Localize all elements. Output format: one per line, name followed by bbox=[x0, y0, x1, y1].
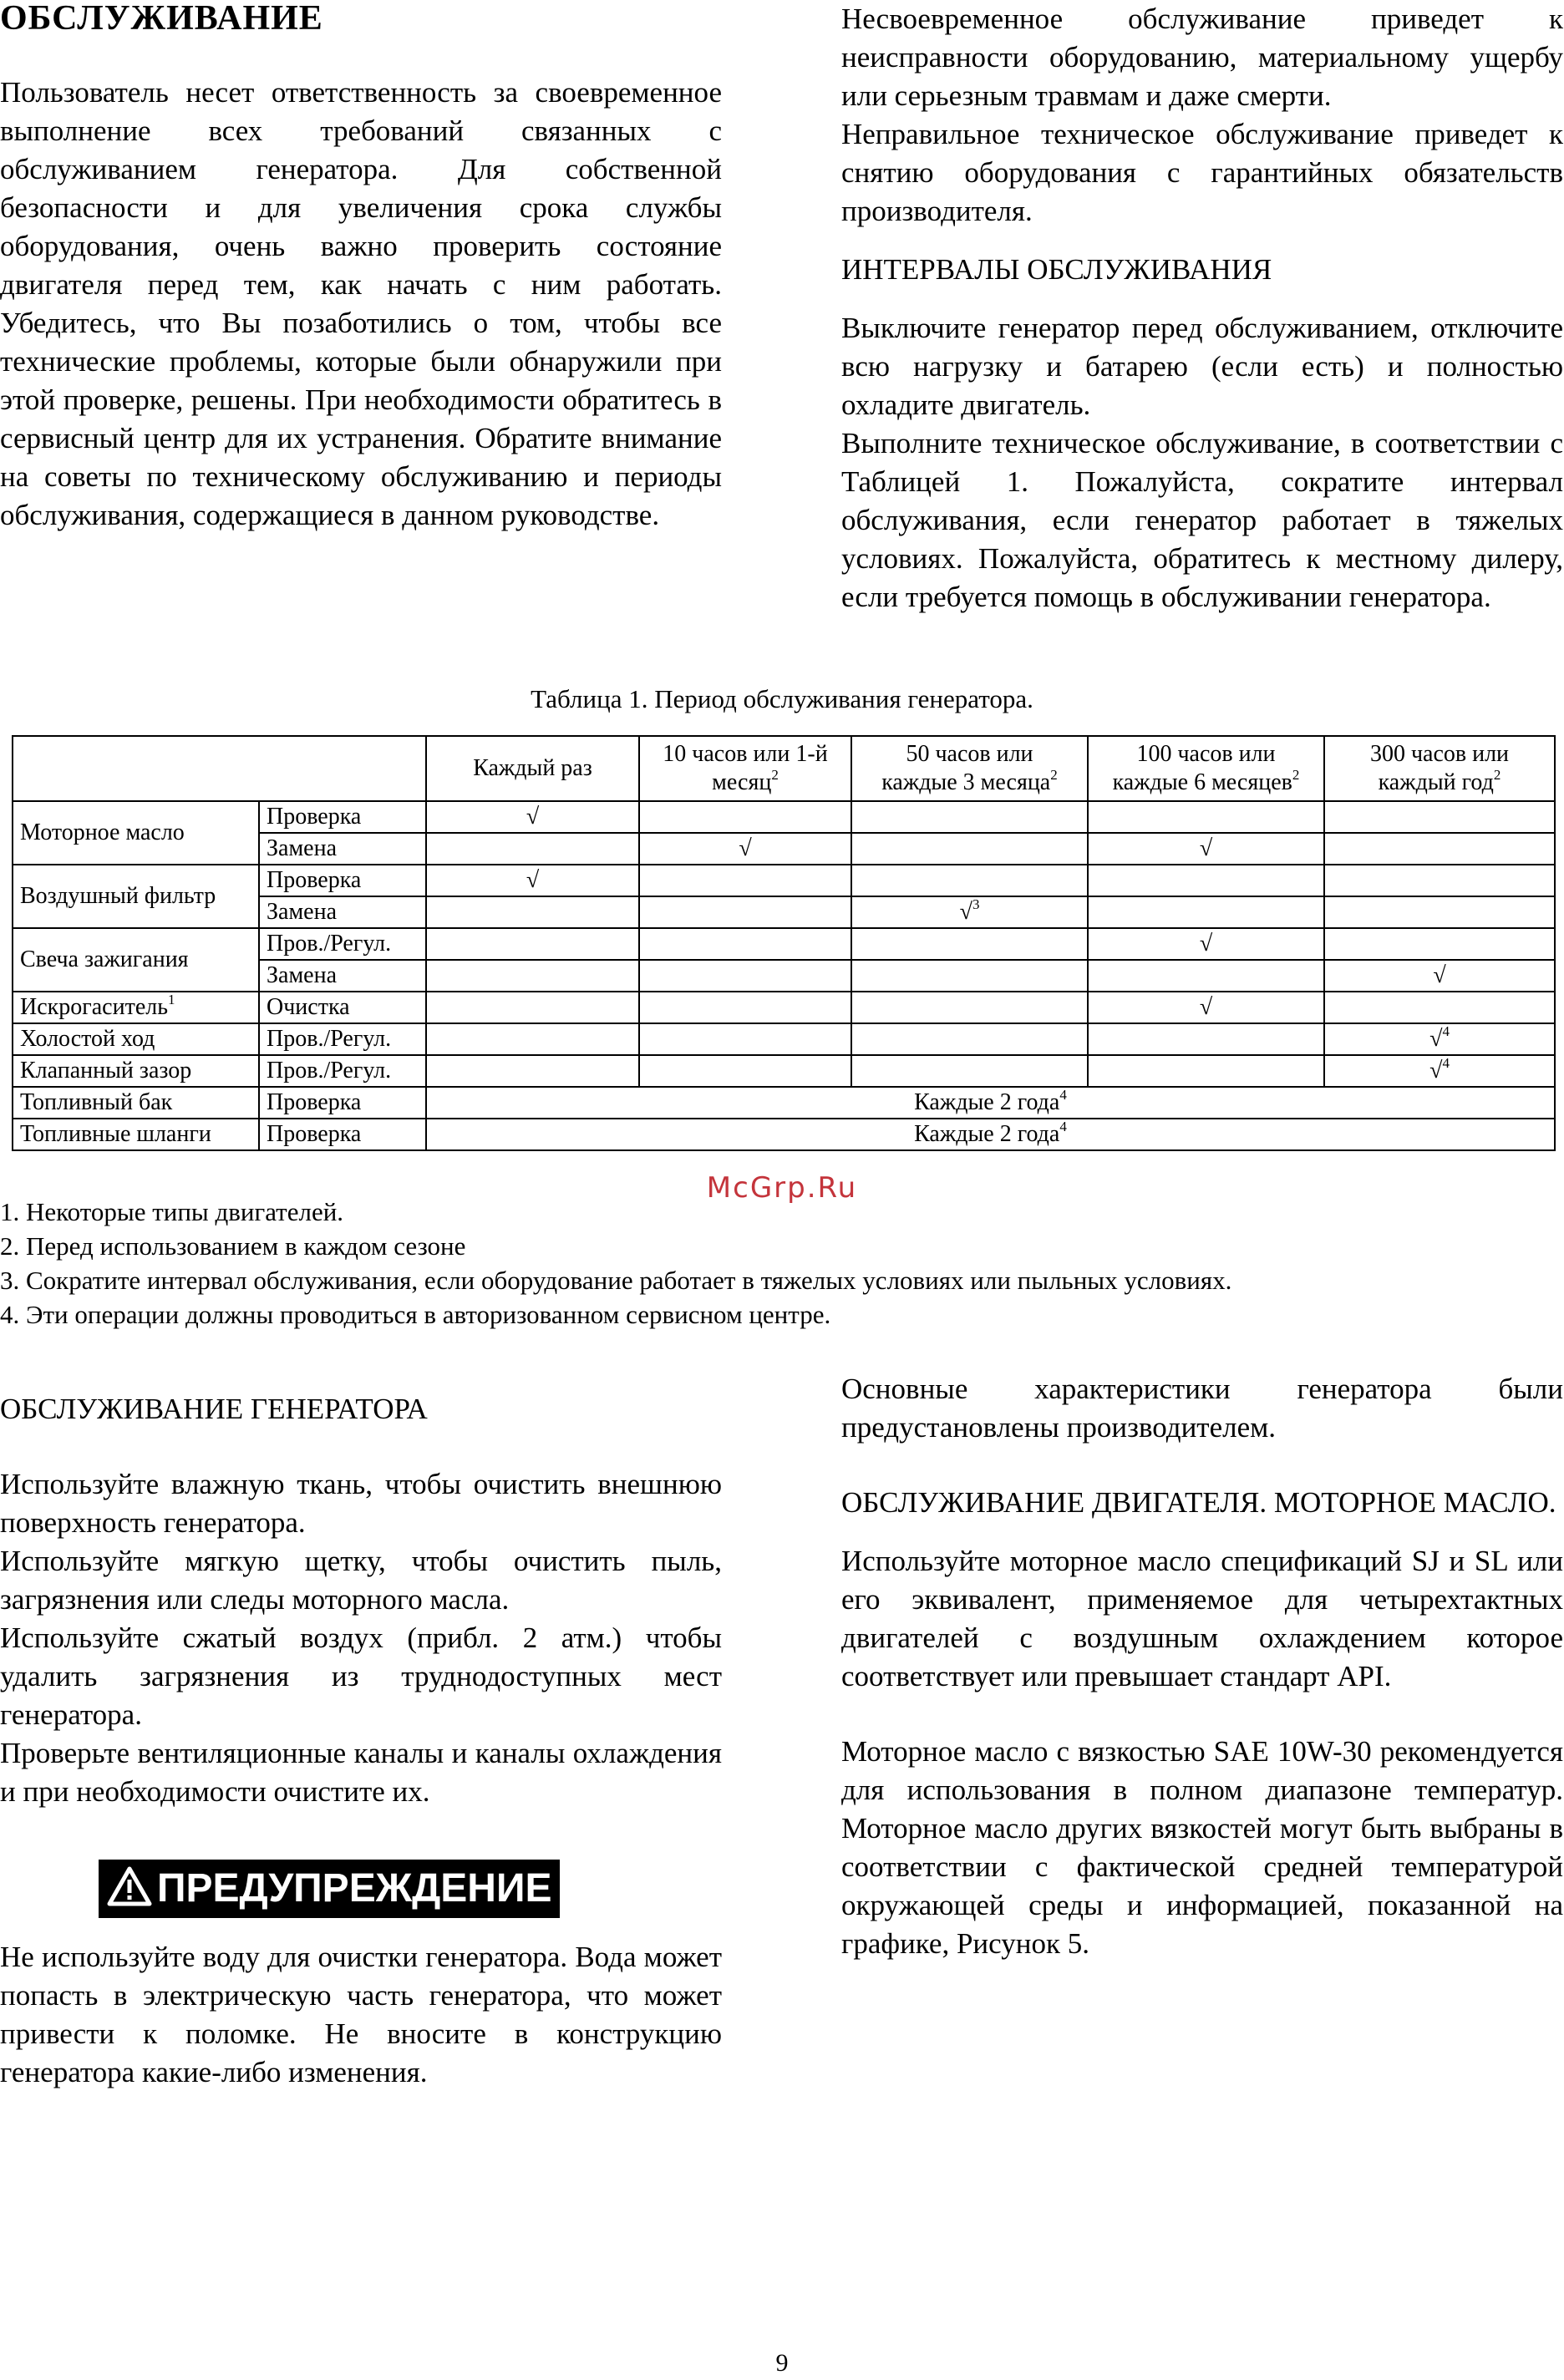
header-100h: 100 часов или каждые 6 месяцев$^2$ bbox=[1088, 736, 1324, 801]
op-replace: Замена bbox=[259, 896, 426, 928]
header-300h: 300 часов или каждый год$^2$ bbox=[1324, 736, 1555, 801]
shutdown-paragraph: Выключите генератор перед обслуживанием, отключите всю нагрузку и батарею (если есть) и полностью охладите двигатель. bbox=[841, 312, 1563, 421]
generator-service-heading: ОБСЛУЖИВАНИЕ ГЕНЕРАТОРА bbox=[0, 1393, 428, 1425]
wrong-service-paragraph: Неправильное техническое обслуживание приведет к снятию оборудования с гарантийных обязательств производителя. bbox=[841, 118, 1563, 227]
check-mark: √ bbox=[426, 801, 639, 833]
table-row bbox=[13, 992, 1555, 1023]
header-10h: 10 часов или 1-й месяц$^2$ bbox=[639, 736, 851, 801]
op-check: Проверка bbox=[259, 1087, 426, 1119]
item-fuel-tank: Топливный бак bbox=[13, 1087, 259, 1119]
table-footnotes bbox=[0, 1195, 1554, 1332]
preset-specs-paragraph: Основные характеристики генератора были предустановлены производителем. bbox=[841, 1373, 1563, 1444]
engine-oil-heading: ОБСЛУЖИВАНИЕ ДВИГАТЕЛЯ. МОТОРНОЕ МАСЛО. bbox=[841, 1486, 1556, 1519]
oil-spec-paragraph: Используйте моторное масло спецификаций SJ и SL или его эквивалент, применяемое для четырехтактных двигателей с воздушным охлаждением которое соответствует или превышает стандарт API. bbox=[841, 1545, 1563, 1692]
table-row bbox=[13, 801, 1555, 833]
table-row bbox=[13, 928, 1555, 960]
right-bottom-column bbox=[841, 1370, 1563, 1963]
watermark: McGrp.Ru bbox=[706, 1171, 858, 1205]
table-row bbox=[13, 1119, 1555, 1150]
warning-label: ПРЕДУПРЕЖДЕНИЕ bbox=[157, 1866, 552, 1911]
table-row bbox=[13, 865, 1555, 896]
item-air-filter: Воздушный фильтр bbox=[13, 865, 259, 928]
op-clean: Очистка bbox=[259, 992, 426, 1023]
header-50h: 50 часов или каждые 3 месяца$^2$ bbox=[851, 736, 1088, 801]
op-adjust: Пров./Регул. bbox=[259, 928, 426, 960]
left-top-column bbox=[0, 0, 722, 535]
table-header-row bbox=[13, 736, 1555, 801]
check-mark: √$^3$ bbox=[851, 896, 1088, 928]
table-row bbox=[13, 1087, 1555, 1119]
warning-triangle-icon bbox=[107, 1866, 152, 1906]
schedule-paragraph: Выполните техническое обслуживание, в соответствии с Таблицей 1. Пожалуйста, сократите интервал обслуживания, если генератор работает в тяжелых условиях. Пожалуйста, обратитесь к местному дилеру, если требуется помощь в обслуживании генератора. bbox=[841, 427, 1563, 613]
item-spark-arrester: Искрогаситель$^1$ bbox=[13, 992, 259, 1023]
op-check: Проверка bbox=[259, 801, 426, 833]
section-title: ОБСЛУЖИВАНИЕ bbox=[0, 0, 323, 38]
table-caption: Таблица 1. Период обслуживания генератора. bbox=[531, 684, 1033, 713]
check-mark: √ bbox=[1088, 833, 1324, 865]
check-vents: Проверьте вентиляционные каналы и каналы охлаждения и при необходимости очистите их. bbox=[0, 1737, 722, 1808]
item-spark-plug: Свеча зажигания bbox=[13, 928, 259, 992]
oil-viscosity-paragraph: Моторное масло с вязкостью SAE 10W-30 рекомендуется для использования в полном диапазоне температур. Моторное масло других вязкостей могут быть выбраны в соответствии с фактической средней температурой окружающей среды и информацией, показанной на графике, Рисунок 5. bbox=[841, 1735, 1563, 1960]
no-water-paragraph: Не используйте воду для очистки генератора. Вода может попасть в электрическую часть генератора, что может привести к поломке. Не вносите в конструкцию генератора какие-либо изменения. bbox=[0, 1941, 722, 2088]
clean-wet-cloth: Используйте влажную ткань, чтобы очистить внешнюю поверхность генератора. bbox=[0, 1468, 722, 1539]
maintenance-table bbox=[12, 735, 1556, 1151]
left-bottom-column bbox=[0, 1370, 722, 2092]
op-replace: Замена bbox=[259, 960, 426, 992]
check-mark: √ bbox=[639, 833, 851, 865]
op-check: Проверка bbox=[259, 865, 426, 896]
op-replace: Замена bbox=[259, 833, 426, 865]
clean-soft-brush: Используйте мягкую щетку, чтобы очистить пыль, загрязнения или следы моторного масла. bbox=[0, 1545, 722, 1616]
table-row bbox=[13, 1055, 1555, 1087]
check-mark: √$^4$ bbox=[1324, 1023, 1555, 1055]
item-idle: Холостой ход bbox=[13, 1023, 259, 1055]
check-mark: √ bbox=[1324, 960, 1555, 992]
footnote: 3. Сократите интервал обслуживания, если оборудование работает в тяжелых условиях или пыльных условиях. bbox=[0, 1266, 1232, 1295]
op-check: Проверка bbox=[259, 1119, 426, 1150]
header-empty bbox=[13, 736, 426, 801]
footnote: 4. Эти операции должны проводиться в авторизованном сервисном центре. bbox=[0, 1300, 831, 1329]
item-valve-clearance: Клапанный зазор bbox=[13, 1055, 259, 1087]
clean-compressed-air: Используйте сжатый воздух (прибл. 2 атм.) чтобы удалить загрязнения из труднодоступных мест генератора. bbox=[0, 1621, 722, 1731]
every-2-years: Каждые 2 года$^4$ bbox=[426, 1087, 1555, 1119]
check-mark: √$^4$ bbox=[1324, 1055, 1555, 1087]
right-top-column bbox=[841, 0, 1563, 617]
op-adjust: Пров./Регул. bbox=[259, 1055, 426, 1087]
check-mark: √ bbox=[1088, 992, 1324, 1023]
item-oil: Моторное масло bbox=[13, 801, 259, 865]
item-fuel-hoses: Топливные шланги bbox=[13, 1119, 259, 1150]
warning-banner bbox=[99, 1860, 560, 1918]
footnote: 2. Перед использованием в каждом сезоне bbox=[0, 1231, 466, 1261]
responsibility-paragraph: Пользователь несет ответственность за своевременное выполнение всех требований связанных с обслуживанием генератора. Для собственной безопасности и для увеличения срока службы оборудования, очень важно проверить состояние двигателя перед тем, как начать с ним работать. Убедитесь, что Вы позаботились о том, чтобы все технические проблемы, которые были обнаружили при этой проверке, решены. При необходимости обратитесь в сервисный центр для их устранения. Обратите внимание на советы по техническому обслуживанию и периоды обслуживания, содержащиеся в данном руководстве. bbox=[0, 76, 722, 531]
intervals-heading: ИНТЕРВАЛЫ ОБСЛУЖИВАНИЯ bbox=[841, 253, 1272, 286]
table-row bbox=[13, 1023, 1555, 1055]
every-2-years: Каждые 2 года$^4$ bbox=[426, 1119, 1555, 1150]
op-adjust: Пров./Регул. bbox=[259, 1023, 426, 1055]
check-mark: √ bbox=[1088, 928, 1324, 960]
late-service-paragraph: Несвоевременное обслуживание приведет к неисправности оборудованию, материальному ущербу или серьезным травмам и даже смерти. bbox=[841, 3, 1563, 112]
check-mark: √ bbox=[426, 865, 639, 896]
page-number: 9 bbox=[775, 2349, 789, 2377]
header-each-time: Каждый раз bbox=[426, 736, 639, 801]
footnote: 1. Некоторые типы двигателей. bbox=[0, 1197, 344, 1226]
